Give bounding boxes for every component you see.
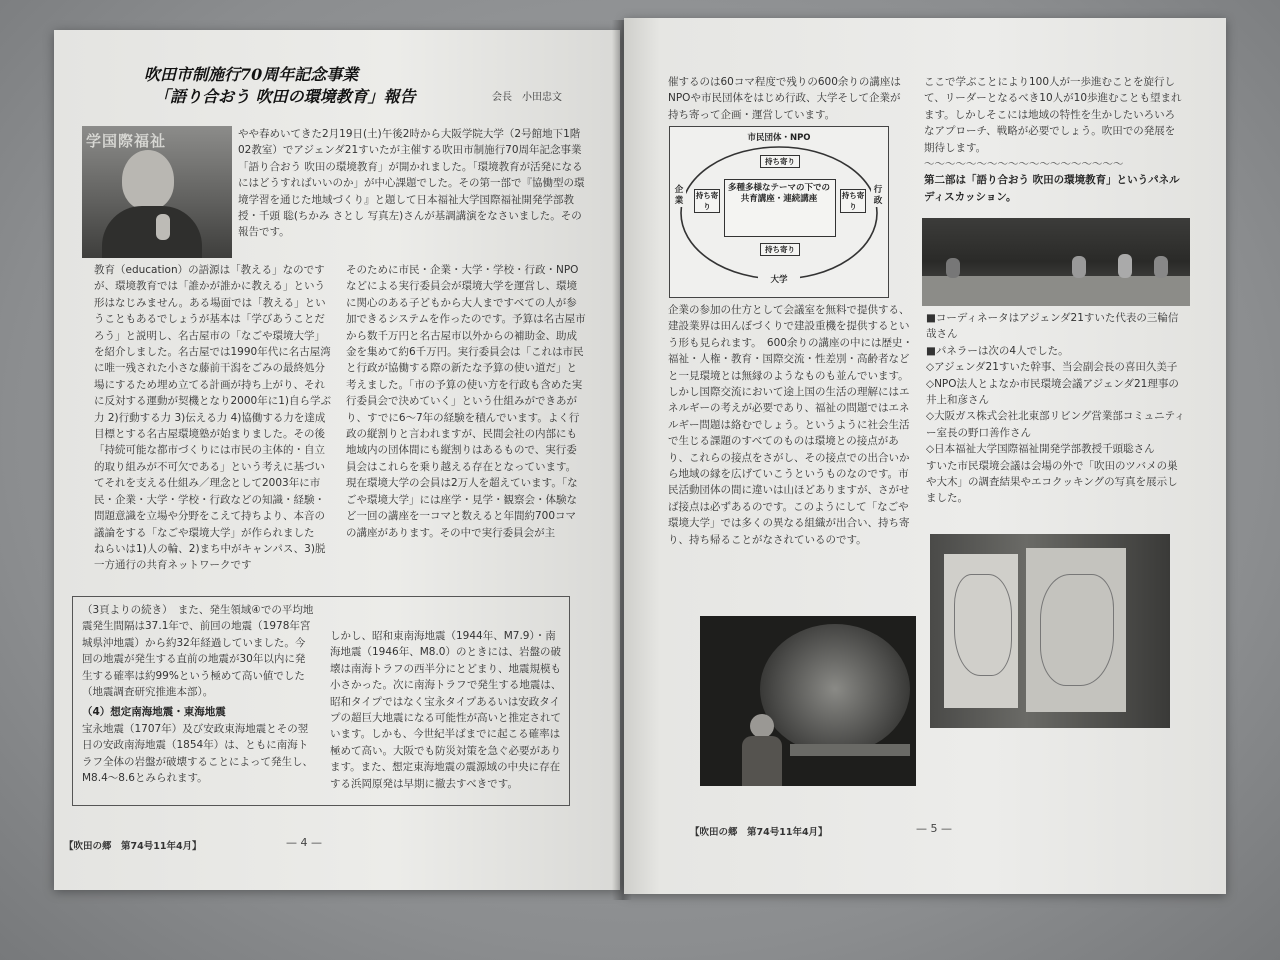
box-heading: （4）想定南海地震・東海地震 — [82, 706, 226, 719]
diagram-left-label: 企業 — [672, 185, 686, 207]
panelist-item: ◇日本福祉大学国際福祉開発学部教授千頭聡さん — [926, 443, 1155, 456]
left-column-2: そのために市民・企業・大学・学校・行政・NPOなどによる実行委員会が環境大学を運営し、環境に関心のある子どもから大人まですべての人が参加できるシステムを作ったのです。予算は名古屋市から数千万円と名古屋市以外からの補助金、助成金を集めて約6千万円。実行委員会は「これは市民と行政が協働する際の新たな予算の使い道だ」と考えました。「市の予算の使い方を行政も含めた実行委員会で決めていく」という仕組みができあがり、すでに6～7年の経験を積んでいます。よく行政の縦割りと言われますが、民間会社の内部にも地域内の団体間にも縦割りはあるもので、実行委員会はこれらを乗り越える存在となっています。現在環境大学の会員は2万人を超えています。「なごや環境大学」には座学・見学・観察会・体験など一回の講座を一コマと数えると年間約700コマの講座があります。その中で実行委員会が主 — [346, 264, 586, 539]
box-column-2: しかし、昭和東南海地震（1944年、M7.9）・南海地震（1946年、M8.0）のときには、岩盤の破壊は南海トラフの西半分にとどまり、地震規模も小さかった。次に南海トラフで発生する地震は、昭和タイプではなく宝永タイプあるいは安政タイプの超巨大地震になる可能性が高いと推定されています。しかも、今世紀半ばまでに起こる確率は極めて高い。大阪でも防災対策を急ぐ必要があります。また、想定東海地震の震源域の中央に存在する浜岡原発は早期に撤去すべきです。 — [330, 630, 562, 790]
author: 会長 小田忠文 — [492, 92, 562, 103]
footer: 【吹田の郷 第74号11年4月】 — [64, 841, 202, 852]
panel-members — [926, 310, 1188, 507]
speaker-photo — [82, 126, 232, 258]
wave-divider: ～～～～～～～～～～～～～～～～～～～ — [924, 158, 1124, 171]
exhibit-photo — [930, 534, 1170, 728]
diagram-arrow-bottom: 持ち寄り — [760, 243, 800, 256]
right-column-1-bottom: 企業の参加の仕方として会議室を無料で提供する、建設業界は田んぼづくりで建設重機を提供するという形も見られます。 600余りの講座の中には歴史・福祉・人権・教育・国際交流・性差別・高齢者などと一見環境とは無縁のようなものも並んでいます。しかし国際交流において途上国の生活の理解にはエネルギーの考えが必要であり、福祉の問題ではエネルギー問題は絡むでしょう。というように社会生活で生じる課題のすべてのものは環境との接点があり、これらの接点をさがし、その接点での出合いから地域の縁を広げていこうというものなのです。市民活動団体の間に違いは山ほどありますが、さがせば接点は必ずあるのです。このようにして「なごや環境大学」では多くの異なる組織が出合い、持ち寄り、持ち帰ることがなされているのです。 — [668, 304, 913, 546]
panelists-intro: ■パネラーは次の4人でした。 — [926, 344, 1069, 357]
right-column-1-top: 催するのは60コマ程度で残りの600余りの講座はNPOや市民団体をはじめ行政、大学そして企業が持ち寄って企画・運営しています。 — [668, 76, 901, 121]
title-line-1: 吹田市制施行70周年記念事業 — [144, 65, 359, 84]
panelist-item: ◇アジェンダ21すいた幹事、当会副会長の喜田久美子 — [926, 361, 1178, 374]
page-number: — 5 — — [916, 822, 952, 835]
left-column-1: 教育（education）の語源は「教える」なのですが、環境教育では「誰かが誰かに教える」という形はなじみません。ある場面では「教える」ということもあるでしょうが基本は「学びあうことだろう」と説明し、名古屋市の「なごや環境大学」を紹介しました。名古屋では1990年代に名古屋湾に唯一残された小さな藤前干潟をごみの最終処分場にするため埋め立てる計画が持ち上がり、それに反対する運動が契機となり2000年に1)自ら学ぶ力 2)行動する力 3)伝える力 4)協働する力を達成目標とする名古屋環境塾が始まりました。その後「持続可能な都市づくりには市民の主体的・自立的取り組みが不可欠である」という考えに基づいてそれを支える仕組み／理念として2003年に市民・企業・大学・学校・行政などの知識・経験・問題意識を立場や分野をこえて持ちより、本音の議論をする「なごや環境大学」が作られました ねらいは1)人の輪、2)まち中がキャンパス、3)脱一方通行の共育ネットワークです — [94, 264, 331, 572]
diagram-arrow-right: 持ち寄り — [841, 191, 865, 211]
exhibit-text: すいた市民環境会議は会場の外で「吹田のツバメの巣や大木」の調査結果やエコクッキングの写真を展示しました。 — [926, 459, 1178, 505]
diagram-bottom-label: 大学 — [758, 275, 800, 286]
diagram-center-text: 多種多様なテーマの下での共育講座・連続講座 — [728, 183, 831, 204]
left-page — [54, 30, 620, 890]
part2-heading: 第二部は「語り合おう 吹田の環境教育」というパネルディスカッション。 — [924, 174, 1180, 203]
footer: 【吹田の郷 第74号11年4月】 — [690, 827, 828, 838]
title-line-2: 「語り合おう 吹田の環境教育」報告 — [154, 87, 416, 106]
lecture-photo — [700, 616, 916, 786]
panelist-item: ◇大阪ガス株式会社北東部リビング営業部コミュニティー室長の野口善作さん — [926, 410, 1185, 439]
photo-sign: 学国際福祉 — [86, 132, 167, 150]
panelist-item: ◇NPO法人とよなか市民環境会議アジェンダ21理事の井上和彦さん — [926, 377, 1179, 407]
coordinator-text: ■コーディネータはアジェンダ21すいた代表の三輪信哉さん — [926, 312, 1179, 341]
diagram-right-label: 行政 — [871, 185, 885, 207]
right-page — [624, 18, 1226, 894]
diagram-top-label: 市民団体・NPO — [732, 133, 826, 144]
cooperation-diagram — [669, 126, 889, 298]
intro-paragraph: やや春めいてきた2月19日(土)午後2時から大阪学院大学（2号館地下1階02教室）でアジェンダ21すいたが主催する吹田市制施行70周年記念事業「語り合おう 吹田の環境教育」が開かれました。「環境教育が活発になるにはどうすればいいのか」が中心課題でした。その第一部で『協働型の環境学習を通じた地域づくり』と題して日本福祉大学国際福祉開発学部教授・千頭 聡(ちかみ さとし 写真左)さんが基調講演をなさいました。その報告です。 — [238, 128, 585, 239]
panel-photo — [922, 218, 1190, 306]
diagram-arrow-left: 持ち寄り — [695, 191, 719, 211]
box-column-1: （3頁よりの続き） また、発生領域④での平均地震発生間隔は37.1年で、前回の地震（1978年宮城県沖地震）から約32年経過していました。今回の地震が発生する直前の地震が30年以内に発生する確率は約99%という極めて高い値でした（地震調査研究推進本部）。 （4）想定南海地震・東海地震 宝永地震（1707年）及び安政東海地震とその翌日の安政南海地震（1854年）は、ともに南海トラフ全体の岩盤が破壊することによって発生し、M8.4～8.6とみられます。 — [82, 604, 314, 785]
page-number: — 4 — — [286, 836, 322, 849]
article-title — [114, 64, 416, 108]
right-column-2-top: ここで学ぶことにより100人が一歩進むことを旋行して、リーダーとなるべき10人が10歩進むことも望まれます。しかしそこには地域の特性を生かしたいろいろなアプローチ、戦略が必要でしょう。吹田での発展を期待します。 ～～～～～～～～～～～～～～～～～～～ 第二部は「語り合おう 吹田の環境教育」というパネルディスカッション。 — [924, 74, 1182, 205]
diagram-arrow-top: 持ち寄り — [760, 155, 800, 168]
